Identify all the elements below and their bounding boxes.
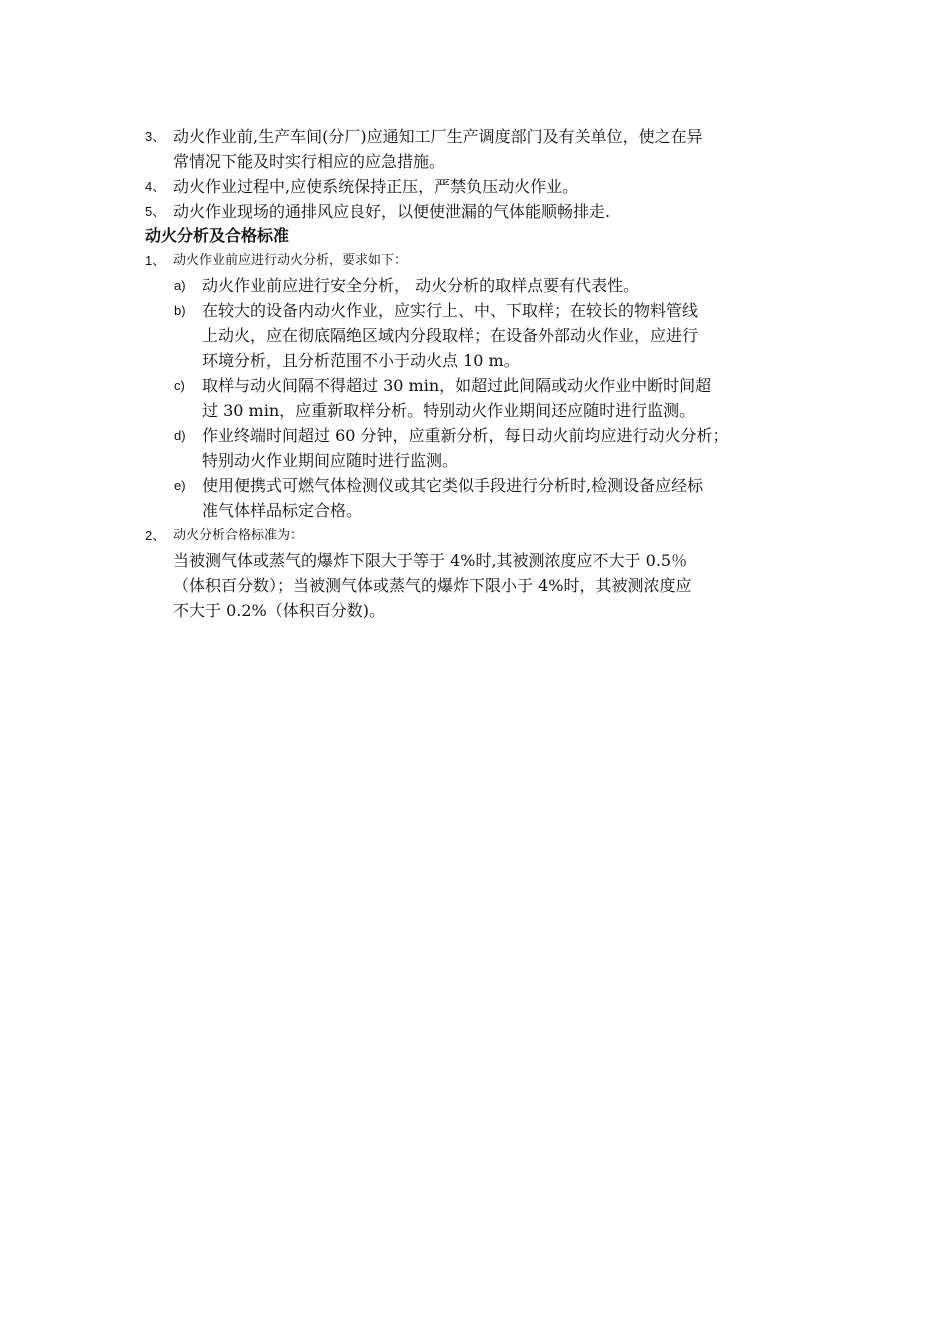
paragraph-line: 不大于 0.2%（体积百分数)。	[173, 601, 385, 620]
sub-item-label: d)	[174, 428, 186, 443]
section-heading: 动火分析及合格标准	[145, 226, 290, 245]
sub-item-line: 在较大的设备内动火作业，应实行上、中、下取样；在较长的物料管线	[202, 301, 699, 320]
sub-item-line: 取样与动火间隔不得超过 30 min，如超过此间隔或动火作业中断时间超	[202, 376, 712, 395]
list-item-line: 动火作业现场的通排风应良好，以便使泄漏的气体能顺畅排走.	[173, 202, 611, 221]
list-number: 4、	[145, 179, 166, 194]
sub-item-line: 过 30 min，应重新取样分析。特别动火作业期间还应随时进行监测。	[202, 401, 696, 420]
list-number: 1、	[145, 253, 166, 268]
sub-item-line: 使用便携式可燃气体检测仪或其它类似手段进行分析时,检测设备应经标	[202, 476, 704, 495]
list-item-line: 动火作业过程中,应使系统保持正压，严禁负压动火作业。	[173, 177, 579, 196]
sub-item-label: a)	[174, 278, 186, 293]
sub-item-line: 上动火，应在彻底隔绝区域内分段取样；在设备外部动火作业，应进行	[202, 326, 699, 345]
sub-item-line: 准气体样品标定合格。	[202, 501, 363, 520]
list-item-line: 常情况下能及时实行相应的应急措施。	[173, 152, 446, 171]
section-title: 动火作业前应进行动火分析，要求如下：	[173, 253, 408, 268]
sub-item-line: 作业终端时间超过 60 分钟，应重新分析，每日动火前均应进行动火分析；	[202, 426, 729, 445]
section-title: 动火分析合格标准为：	[173, 528, 304, 543]
sub-item-label: c)	[174, 378, 185, 393]
sub-item-line: 特别动火作业期间应随时进行监测。	[202, 451, 459, 470]
list-number: 3、	[145, 129, 166, 144]
list-number: 5、	[145, 204, 166, 219]
sub-item-line: 动火作业前应进行安全分析， 动火分析的取样点要有代表性。	[202, 276, 640, 295]
sub-item-label: e)	[174, 478, 186, 493]
list-item-line: 动火作业前,生产车间(分厂)应通知工厂生产调度部门及有关单位，使之在异	[173, 127, 703, 146]
sub-item-line: 环境分析，且分析范围不小于动火点 10 m。	[202, 351, 520, 370]
paragraph-line: 当被测气体或蒸气的爆炸下限大于等于 4%时,其被测浓度应不大于 0.5％	[173, 551, 688, 570]
list-number: 2、	[145, 528, 166, 543]
sub-item-label: b)	[174, 303, 186, 318]
paragraph-line: （体积百分数）；当被测气体或蒸气的爆炸下限小于 4%时，其被测浓度应	[173, 576, 692, 595]
